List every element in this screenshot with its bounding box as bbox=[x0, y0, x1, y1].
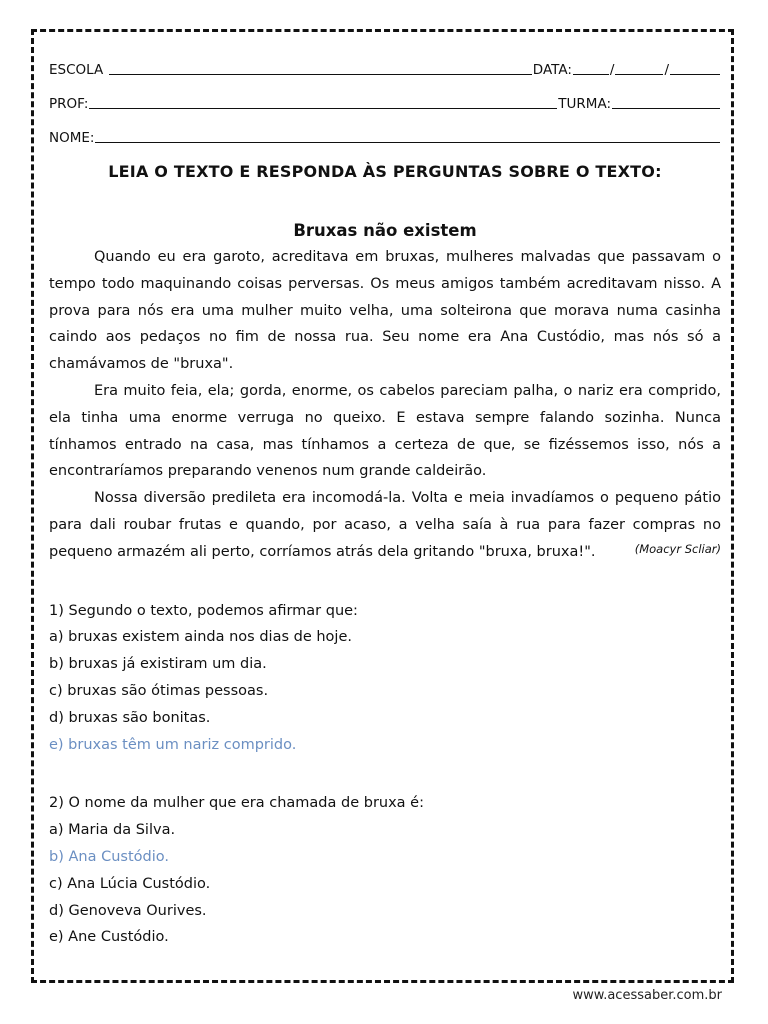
teacher-label: PROF: bbox=[49, 96, 89, 112]
answer-option[interactable]: d) Genoveva Ourives. bbox=[49, 902, 207, 919]
question-block bbox=[49, 790, 721, 951]
class-field[interactable] bbox=[612, 95, 720, 109]
school-date-row bbox=[49, 44, 721, 78]
story-paragraph: Era muito feia, ela; gorda, enorme, os cabelos pareciam palha, o nariz era comprido, ela tinha uma enorme verruga no queixo. E estava sempre falando sozinha. Nunca tínhamos entrado na casa, mas tínhamos a certeza de que, se fizéssemos isso, nós a encontraríamos preparando venenos num grande caldeirão. bbox=[49, 382, 721, 480]
name-label: NOME: bbox=[49, 130, 95, 146]
question-prompt: 1) Segundo o texto, podemos afirmar que: bbox=[49, 602, 358, 619]
name-row bbox=[49, 112, 721, 146]
answer-option-highlighted[interactable]: e) bruxas têm um nariz comprido. bbox=[49, 736, 297, 753]
date-month-field[interactable] bbox=[615, 61, 663, 75]
story-title: Bruxas não existem bbox=[293, 221, 477, 240]
school-field[interactable] bbox=[109, 61, 532, 75]
instructions-heading: LEIA O TEXTO E RESPONDA ÀS PERGUNTAS SOBRE O TEXTO: bbox=[108, 162, 662, 181]
answer-option[interactable]: a) Maria da Silva. bbox=[49, 822, 176, 839]
story-paragraph: Quando eu era garoto, acreditava em bruxas, mulheres malvadas que passavam o tempo todo maquinando coisas perversas. Os meus amigos também acreditavam nisso. A prova para nós era uma mulher muito velha, uma solteirona que morava numa casinha caindo aos pedaços no fim de nossa rua. Seu nome era Ana Custódio, mas nós só a chamávamos de "bruxa". bbox=[49, 249, 721, 373]
date-slash: / bbox=[664, 62, 669, 78]
answer-option[interactable]: d) bruxas são bonitas. bbox=[49, 709, 211, 726]
teacher-class-row bbox=[49, 78, 721, 112]
answer-option[interactable]: c) Ana Lúcia Custódio. bbox=[49, 875, 211, 892]
worksheet-content bbox=[49, 44, 721, 951]
answer-option-highlighted[interactable]: b) Ana Custódio. bbox=[49, 848, 169, 865]
name-field[interactable] bbox=[95, 129, 720, 143]
story-paragraph: Nossa diversão predileta era incomodá-la. Volta e meia invadíamos o pequeno pátio para dali roubar frutas e quando, por acaso, a velha saía à rua para fazer compras no pequeno armazém ali perto, corríamos atrás dela gritando "bruxa, bruxa!". bbox=[49, 490, 721, 560]
teacher-field[interactable] bbox=[89, 95, 557, 109]
class-label: TURMA: bbox=[558, 96, 611, 112]
worksheet-frame bbox=[31, 29, 734, 983]
answer-option[interactable]: e) Ane Custódio. bbox=[49, 929, 169, 946]
date-year-field[interactable] bbox=[670, 61, 720, 75]
site-footer-link[interactable]: www.acessaber.com.br bbox=[572, 988, 722, 1003]
question-prompt: 2) O nome da mulher que era chamada de bruxa é: bbox=[49, 795, 424, 812]
date-day-field[interactable] bbox=[573, 61, 609, 75]
answer-option[interactable]: b) bruxas já existiram um dia. bbox=[49, 656, 267, 673]
answer-option[interactable]: a) bruxas existem ainda nos dias de hoje. bbox=[49, 629, 352, 646]
answer-option[interactable]: c) bruxas são ótimas pessoas. bbox=[49, 682, 269, 699]
date-label: DATA: bbox=[532, 62, 572, 78]
date-slash: / bbox=[609, 62, 615, 78]
school-label: ESCOLA bbox=[49, 62, 104, 78]
question-block bbox=[49, 598, 721, 759]
author-credit: (Moacyr Scliar) bbox=[634, 541, 721, 556]
